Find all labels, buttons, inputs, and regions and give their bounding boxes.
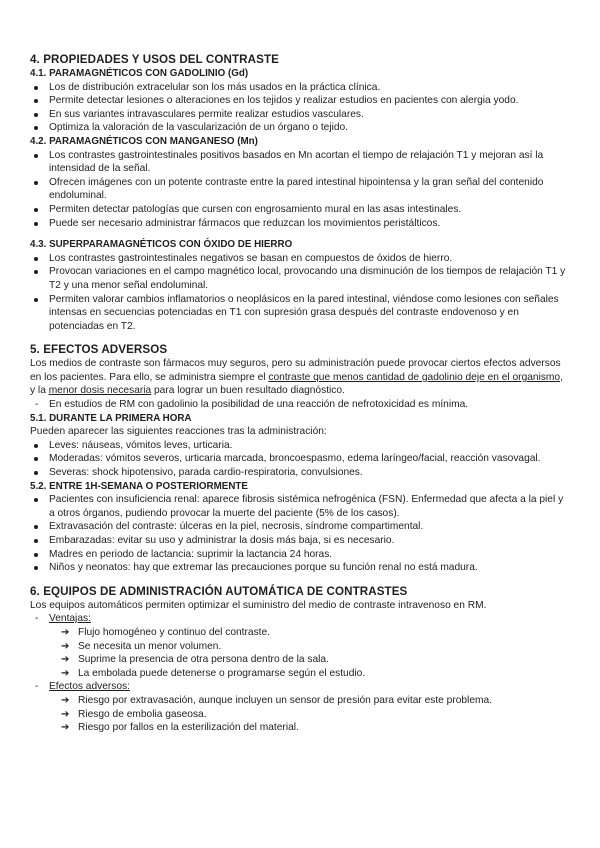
list-item-text: Suprime la presencia de otra persona dentro de la sala. — [78, 654, 329, 666]
list-item — [30, 626, 570, 640]
list-item-text: Riesgo de embolia gaseosa. — [78, 708, 207, 720]
list-item: Severas: shock hipotensivo, parada cardio-respiratoria, convulsiones. — [30, 466, 570, 480]
section-4-2-title: 4.2. PARAMAGNÉTICOS CON MANGANESO (Mn) — [30, 135, 258, 147]
list-item — [30, 653, 570, 667]
intro-text: , y la — [30, 371, 563, 397]
section-6-title: 6. EQUIPOS DE ADMINISTRACIÓN AUTOMÁTICA DE CONTRASTES — [30, 584, 408, 598]
intro-text: para lograr un buen resultado diagnóstico. — [151, 385, 345, 397]
list-item-text: Se necesita un menor volumen. — [78, 640, 222, 652]
list-item: Niños y neonatos: hay que extremar las precauciones porque su función renal no está madura. — [30, 561, 570, 575]
section-6-ventajas — [30, 612, 570, 626]
list-item: Extravasación del contraste: úlceras en la piel, necrosis, síndrome compartimental. — [30, 520, 570, 534]
section-5-2-title: 5.2. ENTRE 1H-SEMANA O POSTERIORMENTE — [30, 480, 248, 492]
list-item: Ofrecen imágenes con un potente contraste entre la pared intestinal hipointensa y la gran señal del contenido endoluminal. — [30, 176, 570, 203]
list-item: Embarazadas: evitar su uso y administrar la dosis más baja, si es necesario. — [30, 534, 570, 548]
list-item — [30, 708, 570, 722]
section-4-2-list — [30, 149, 570, 231]
list-item — [30, 721, 570, 735]
section-4-title: 4. PROPIEDADES Y USOS DEL CONTRASTE — [30, 53, 279, 66]
list-item: Provocan variaciones en el campo magnético local, provocando una disminución de los tiempos de relajación T1 y T2 y una menor señal endoluminal. — [30, 265, 570, 292]
adversos-label: - Efectos adversos: — [30, 680, 570, 694]
adversos-list — [30, 694, 570, 735]
section-5-intro — [30, 357, 570, 398]
arrow-icon: ➔ — [61, 640, 70, 652]
list-item: - En estudios de RM con gadolinio la posibilidad de una reacción de nefrotoxicidad es mínima. — [30, 398, 570, 412]
section-5-title: 5. EFECTOS ADVERSOS — [30, 343, 168, 357]
ventajas-list — [30, 626, 570, 680]
section-6-adversos — [30, 680, 570, 694]
list-item-text: Riesgo por extravasación, aunque incluyen un sensor de presión para evitar este problema. — [78, 694, 492, 706]
list-item-text: Riesgo por fallos en la esterilización del material. — [78, 722, 299, 734]
list-item: Moderadas: vómitos severos, urticaria marcada, broncoespasmo, edema laríngeo/facial, reacción vasovagal. — [30, 452, 570, 466]
section-4-1-title: 4.1. PARAMAGNÉTICOS CON GADOLINIO (Gd) — [30, 68, 249, 79]
list-item: Madres en periodo de lactancia: suprimir la lactancia 24 horas. — [30, 548, 570, 562]
list-item: Optimiza la valoración de la vascularización de un órgano o tejido. — [30, 121, 570, 135]
arrow-icon: ➔ — [61, 708, 70, 720]
list-item — [30, 640, 570, 654]
list-item: Permite detectar lesiones o alteraciones en los tejidos y realizar estudios en pacientes con alergia yodo. — [30, 94, 570, 108]
section-5-2-list — [30, 493, 570, 575]
arrow-icon: ➔ — [61, 694, 70, 706]
arrow-icon: ➔ — [61, 654, 70, 666]
section-5-1-intro: Pueden aparecer las siguientes reacciones tras la administración: — [30, 426, 327, 438]
section-4-3-title: 4.3. SUPERPARAMAGNÉTICOS CON ÓXIDO DE HIERRO — [30, 239, 293, 251]
list-item: Permiten valorar cambios inflamatorios o neoplásicos en la pared intestinal, viéndose como lesiones con señales intensas en secuencias potenciadas en T1 con supresión grasa después del contraste endovenoso y en potenciadas en T2. — [30, 293, 570, 334]
list-item: Permiten detectar patologías que cursen con engrosamiento mural en las asas intestinales. — [30, 203, 570, 217]
list-item: Leves: náuseas, vómitos leves, urticaria. — [30, 439, 570, 453]
list-item-text: La embolada puede detenerse o programarse según el estudio. — [78, 667, 366, 679]
list-item: Los de distribución extracelular son los más usados en la práctica clínica. — [30, 81, 570, 95]
list-item: En sus variantes intravasculares permite realizar estudios vasculares. — [30, 108, 570, 122]
list-item: Los contrastes gastrointestinales positivos basados en Mn acortan el tiempo de relajación T1 y mejoran así la intensidad de la señal. — [30, 149, 570, 176]
section-4-3-list — [30, 252, 570, 334]
list-item: Los contrastes gastrointestinales negativos se basan en compuestos de óxidos de hierro. — [30, 252, 570, 266]
section-5-dash-list — [30, 398, 570, 412]
list-item — [30, 667, 570, 681]
intro-underlined-text: contraste que menos cantidad de gadolinio deje en el organismo — [268, 371, 561, 383]
arrow-icon: ➔ — [61, 667, 70, 679]
list-item-text: Flujo homogéneo y continuo del contraste. — [78, 626, 270, 638]
intro-underlined-text: menor dosis necesaria — [48, 385, 152, 397]
section-5-1-title: 5.1. DURANTE LA PRIMERA HORA — [30, 412, 192, 424]
section-4-1-list — [30, 81, 570, 135]
list-item: Puede ser necesario administrar fármacos que reduzcan los movimientos peristálticos. — [30, 217, 570, 231]
list-item — [30, 694, 570, 708]
arrow-icon: ➔ — [61, 626, 70, 638]
list-item: Pacientes con insuficiencia renal: aparece fibrosis sistémica nefrogénica (FSN). Enfermedad que afecta a la piel y a otros órganos, pudiendo provocar la muerte del paciente (5% de los casos). — [30, 493, 570, 520]
arrow-icon: ➔ — [61, 722, 70, 734]
ventajas-label: - Ventajas: — [30, 612, 570, 626]
section-6-intro: Los equipos automáticos permiten optimizar el suministro del medio de contraste intravenoso en RM. — [30, 599, 487, 611]
intro-text: Los medios de contraste son fármacos muy seguros, pero su administración puede provocar ciertos efectos adversos en los pacientes. Para ello, se administra siempre el — [30, 358, 561, 383]
section-5-1-list — [30, 439, 570, 480]
